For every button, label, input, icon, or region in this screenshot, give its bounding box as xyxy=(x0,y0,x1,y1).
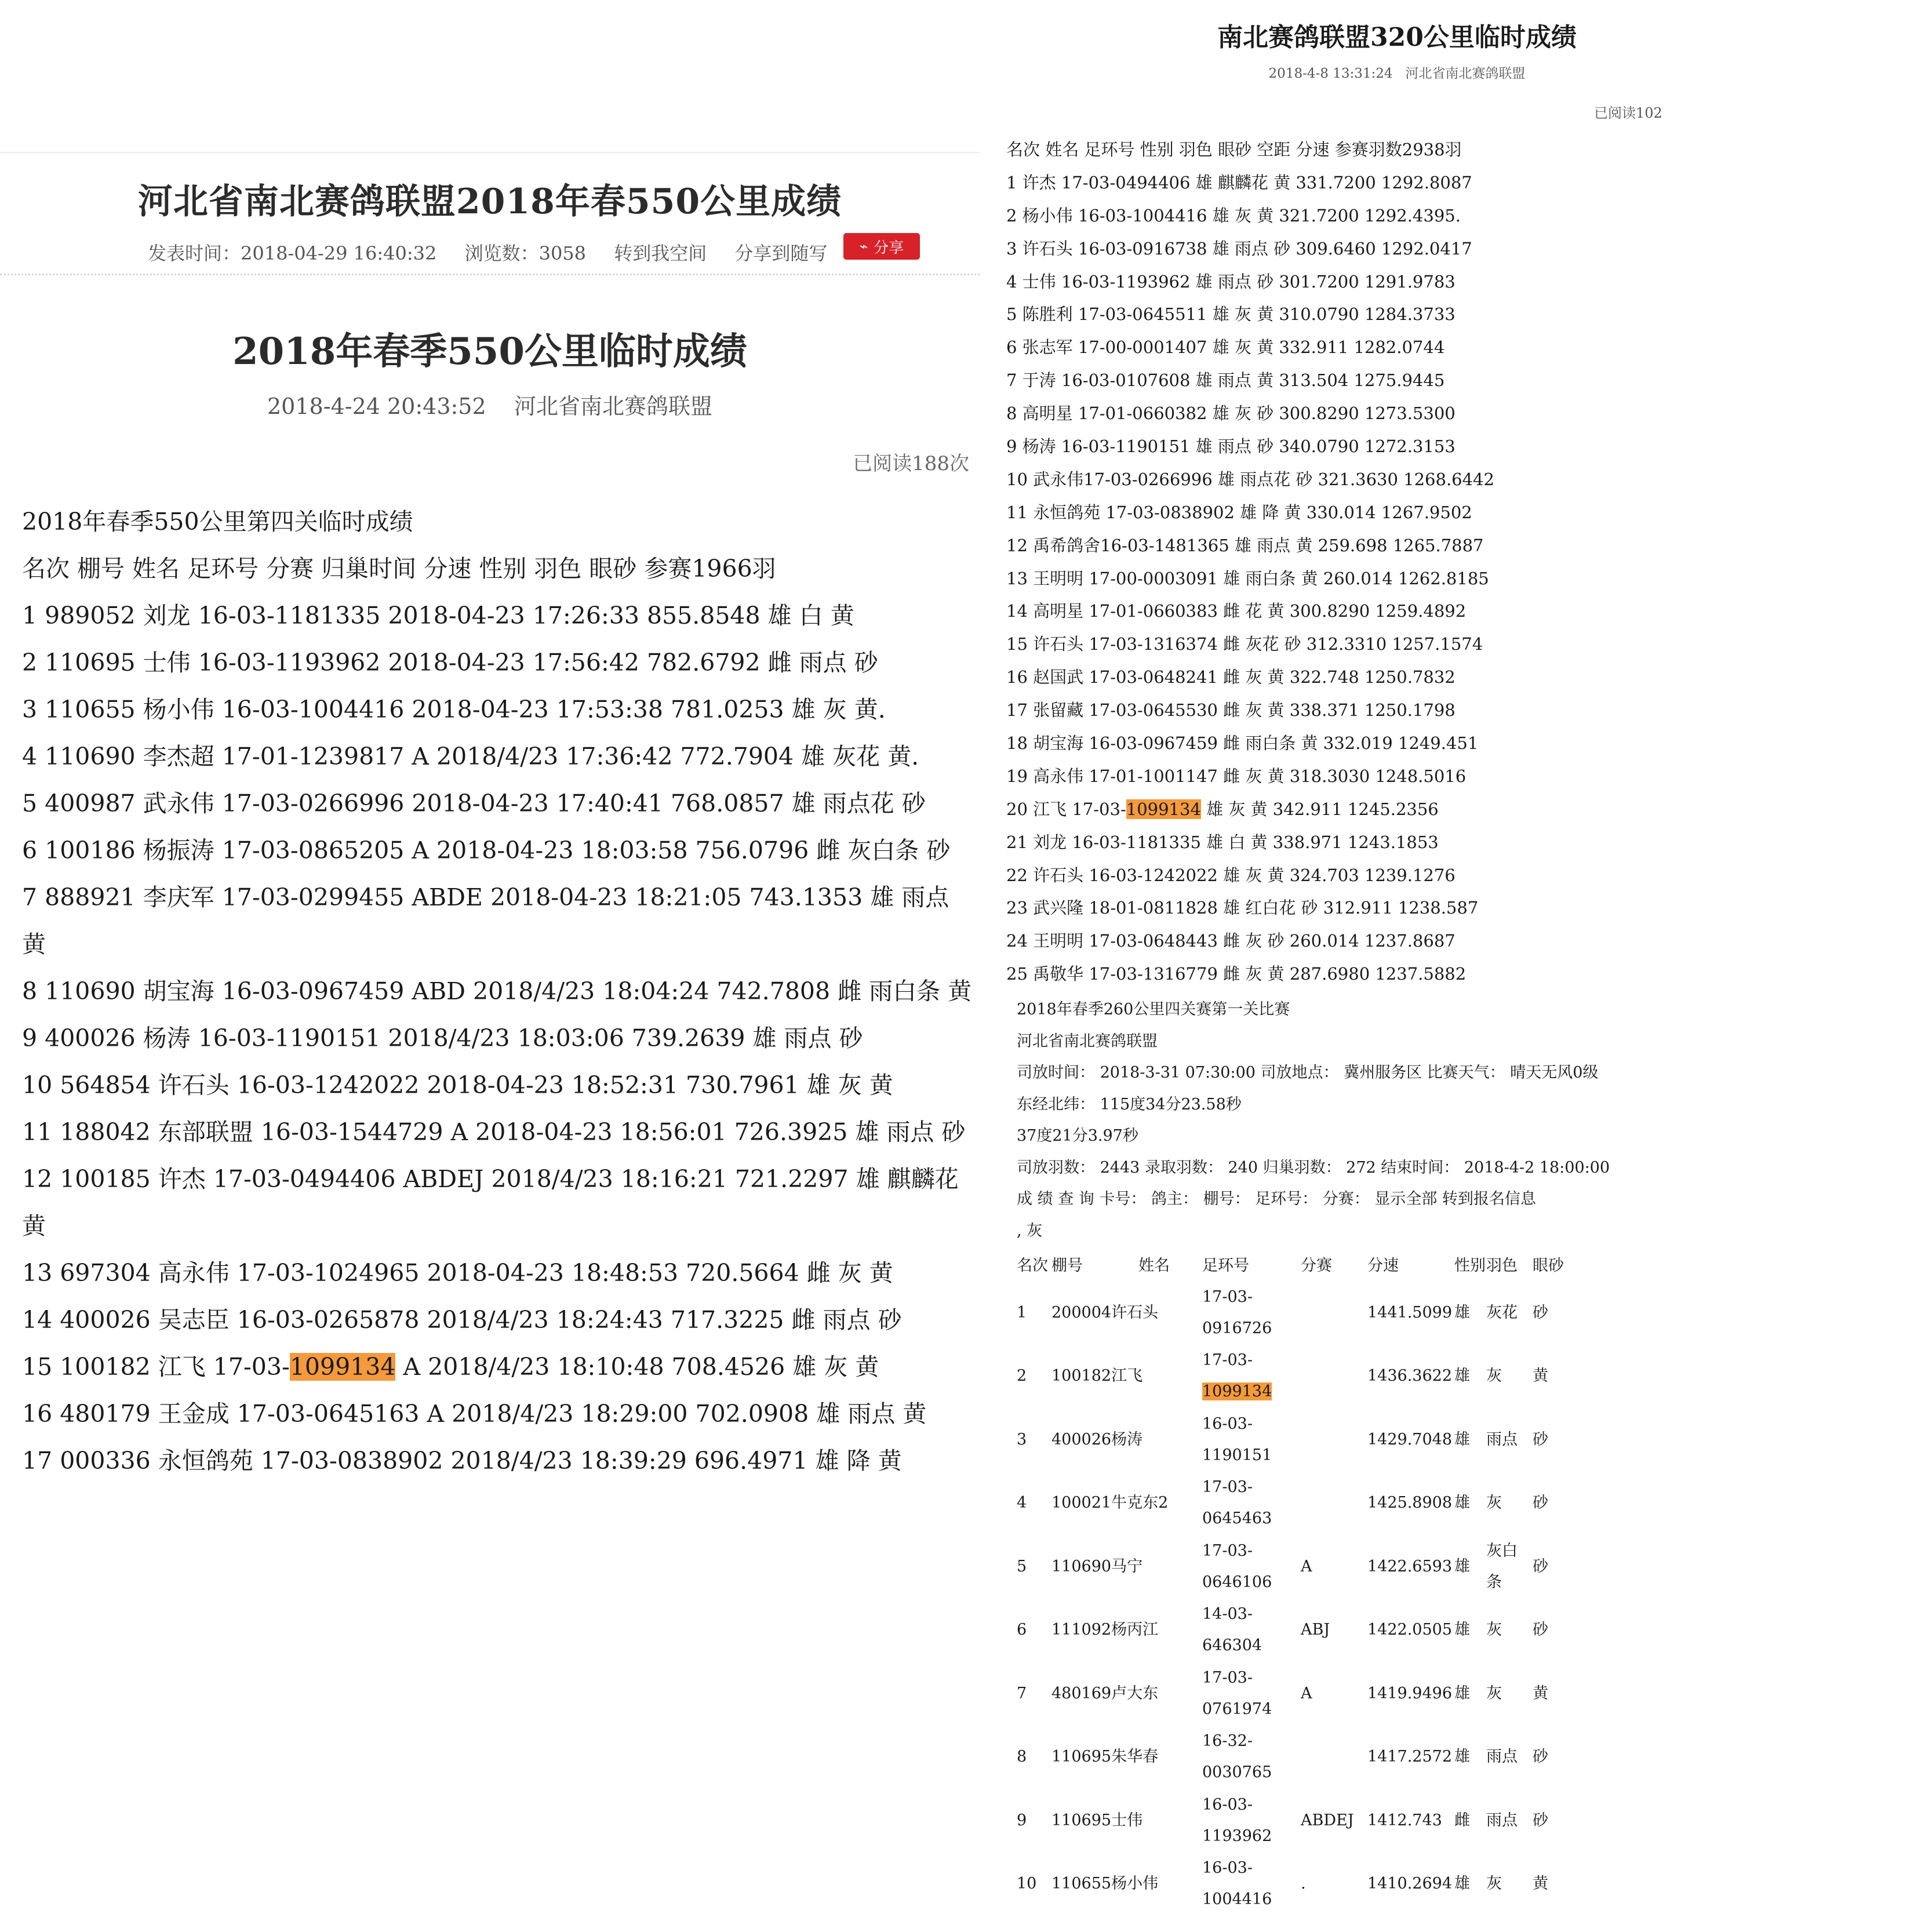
result-line: 6 张志军 17-00-0001407 雄 灰 黄 332.911 1282.0744 xyxy=(1006,337,1445,358)
result-line: 15 许石头 17-03-1316374 雌 灰花 砂 312.3310 1257.1574 xyxy=(1006,634,1483,654)
ring-number: 1004416 xyxy=(1202,1890,1272,1909)
cell-division: ABJ xyxy=(1301,1621,1330,1639)
col-eye: 眼砂 xyxy=(1533,1256,1564,1275)
result-line: 13 王明明 17-00-0003091 雄 雨白条 黄 260.014 1262.8185 xyxy=(1006,568,1489,588)
result-line: 16 赵国武 17-03-0648241 雌 灰 黄 322.748 1250.7832 xyxy=(1006,667,1456,687)
table-row xyxy=(1017,1345,1567,1409)
result-line: 10 564854 许石头 16-03-1242022 2018-04-23 18:52:31 730.7961 雄 灰 黄 xyxy=(22,1071,893,1099)
cell-sex: 雌 xyxy=(1454,1811,1470,1829)
result-line: 24 王明明 17-03-0648443 雌 灰 砂 260.014 1237.8687 xyxy=(1006,931,1456,951)
cell-ring xyxy=(1202,1662,1301,1726)
result-line: 13 697304 高永伟 17-03-1024965 2018-04-23 18:48:53 720.5664 雌 灰 黄 xyxy=(22,1259,893,1287)
cell-color: 灰 xyxy=(1486,1875,1502,1893)
cell-eye: 砂 xyxy=(1533,1303,1548,1322)
result-line: 18 胡宝海 16-03-0967459 雌 雨白条 黄 332.019 1249.451 xyxy=(1006,733,1479,754)
cell-sex: 雄 xyxy=(1454,1430,1470,1449)
read-count: 已阅读102 xyxy=(1594,105,1662,121)
table-row xyxy=(1017,1599,1567,1662)
cell-division xyxy=(1301,1726,1367,1789)
cell-color: 灰花 xyxy=(1486,1303,1518,1322)
cell-eye: 砂 xyxy=(1533,1748,1548,1766)
cell-ring xyxy=(1202,1281,1301,1345)
ring-number: 0761974 xyxy=(1202,1700,1272,1718)
cell-eye: 黄 xyxy=(1533,1684,1548,1702)
divider xyxy=(0,274,980,275)
cell-speed: 1419.9496 xyxy=(1367,1684,1453,1702)
cell-eye: 砂 xyxy=(1533,1621,1548,1639)
result-line: 8 高明星 17-01-0660382 雄 灰 砂 300.8290 1273.5300 xyxy=(1006,403,1456,424)
result-line xyxy=(22,1344,973,1391)
cell-rank: 6 xyxy=(1017,1621,1027,1639)
cell-color: 灰 xyxy=(1486,1684,1502,1702)
article-meta: 2018-4-8 13:31:24 河北省南北赛鸽联盟 xyxy=(1268,66,1526,81)
line-text: A 2018/4/23 18:10:48 708.4526 雄 灰 黄 xyxy=(395,1353,879,1381)
col-sex: 性别 xyxy=(1454,1256,1486,1275)
ring-prefix: 17-03- xyxy=(1202,1668,1253,1687)
result-line: 7 于涛 16-03-0107608 雄 雨点 黄 313.504 1275.9445 xyxy=(1006,370,1445,391)
cell-speed: 1429.7048 xyxy=(1367,1430,1453,1449)
result-line: 12 100185 许杰 17-03-0494406 ABDEJ 2018/4/23 18:16:21 721.2297 雄 麒麟花 xyxy=(22,1165,959,1193)
highlighted-ring-number: 1099134 xyxy=(289,1353,396,1381)
wifi-share-icon: ⌁ xyxy=(859,238,868,254)
ring-number: 0645463 xyxy=(1202,1509,1272,1528)
line-text: 15 100182 江飞 17-03- xyxy=(22,1353,290,1381)
publish-time: 发表时间：2018-04-29 16:40:32 xyxy=(148,242,437,264)
cell-division: A xyxy=(1301,1557,1312,1576)
result-line: 11 188042 东部联盟 16-03-1544729 A 2018-04-23 18:56:01 726.3925 雄 雨点 砂 xyxy=(22,1118,966,1146)
ring-prefix: 16-03- xyxy=(1202,1859,1253,1878)
result-line: 名次 棚号 姓名 足环号 分赛 归巢时间 分速 性别 羽色 眼砂 参赛1966羽 xyxy=(22,555,776,583)
ring-number: 1099134 xyxy=(1202,1382,1272,1401)
share-button-label: 分享 xyxy=(874,239,904,257)
table-row xyxy=(1017,1408,1567,1472)
divider xyxy=(0,152,980,153)
col-color: 羽色 xyxy=(1486,1256,1518,1275)
ring-prefix: 14-03- xyxy=(1202,1605,1253,1624)
ring-number: 1190151 xyxy=(1202,1446,1272,1464)
ring-prefix: 17-03- xyxy=(1202,1478,1253,1497)
result-line: 9 400026 杨涛 16-03-1190151 2018/4/23 18:03:06 739.2639 雄 雨点 砂 xyxy=(22,1024,863,1052)
cell-sex: 雄 xyxy=(1454,1748,1470,1766)
cell-ring xyxy=(1202,1726,1301,1789)
ring-prefix: 17-03- xyxy=(1202,1351,1253,1370)
cell-sex: 雄 xyxy=(1454,1684,1470,1702)
cell-rank: 7 xyxy=(1017,1684,1027,1702)
view-count: 浏览数：3058 xyxy=(464,242,587,264)
cell-eye: 砂 xyxy=(1533,1811,1548,1829)
table-row xyxy=(1017,1535,1567,1599)
cell-eye: 砂 xyxy=(1533,1430,1548,1449)
cell-loft-name: 400026杨涛 xyxy=(1051,1430,1143,1449)
results-list xyxy=(22,499,973,1485)
cell-loft-name: 100021牛克东2 xyxy=(1051,1494,1169,1512)
line-text: 20 江飞 17-03- xyxy=(1006,799,1126,819)
result-line: 11 永恒鸽苑 17-03-0838902 雄 降 黄 330.014 1267.9502 xyxy=(1006,502,1472,522)
right-article xyxy=(985,0,1932,1932)
result-line: 3 许石头 16-03-0916738 雄 雨点 砂 309.6460 1292.0417 xyxy=(1006,238,1472,259)
cell-ring xyxy=(1202,1853,1301,1916)
ring-number: 646304 xyxy=(1202,1636,1262,1655)
cell-sex: 雄 xyxy=(1454,1303,1470,1322)
cell-color: 雨点 xyxy=(1486,1811,1518,1829)
table-row xyxy=(1017,1789,1567,1853)
result-line: 黄 xyxy=(22,1212,46,1240)
cell-speed: 1412.743 xyxy=(1367,1811,1442,1829)
col-speed: 分速 xyxy=(1367,1256,1399,1275)
cell-sex: 雄 xyxy=(1454,1367,1470,1385)
cell-loft-name: 480169卢大东 xyxy=(1051,1684,1159,1702)
cell-division xyxy=(1301,1281,1367,1345)
ring-prefix: 17-03- xyxy=(1202,1541,1253,1560)
cell-eye: 黄 xyxy=(1533,1367,1548,1385)
col-ring: 足环号 xyxy=(1202,1256,1249,1275)
ring-number: 0916726 xyxy=(1202,1319,1272,1337)
cell-speed: 1417.2572 xyxy=(1367,1748,1453,1766)
cell-loft-name: 110655杨小伟 xyxy=(1051,1875,1159,1893)
result-line: 东经北纬： 115度34分23.58秒 xyxy=(1017,1095,1242,1114)
result-line: 7 888921 李庆军 17-03-0299455 ABDE 2018-04-23 18:21:05 743.1353 雄 雨点 xyxy=(22,883,949,911)
cell-ring xyxy=(1202,1599,1301,1662)
cell-speed: 1422.0505 xyxy=(1367,1621,1453,1639)
cell-rank: 3 xyxy=(1017,1430,1027,1449)
article-meta xyxy=(148,239,849,265)
result-line: 8 110690 胡宝海 16-03-0967459 ABD 2018/4/23 18:04:24 742.7808 雌 雨白条 黄 xyxy=(22,977,972,1005)
cell-speed: 1425.8908 xyxy=(1367,1494,1453,1512)
result-line: 2018年春季550公里第四关临时成绩 xyxy=(22,508,413,536)
col-division: 分赛 xyxy=(1301,1256,1332,1275)
result-line: 1 989052 刘龙 16-03-1181335 2018-04-23 17:26:33 855.8548 雄 白 黄 xyxy=(22,602,854,630)
table-header-row xyxy=(1017,1246,1567,1281)
cell-ring xyxy=(1202,1345,1301,1409)
cell-eye: 砂 xyxy=(1533,1557,1548,1576)
result-line: 2018年春季260公里四关赛第一关比赛 xyxy=(1017,1000,1290,1018)
share-to-note-link[interactable]: 分享到随写 xyxy=(734,242,828,264)
result-line: , 灰 xyxy=(1017,1221,1043,1240)
result-line: 14 高明星 17-01-0660383 雌 花 黄 300.8290 1259.4892 xyxy=(1006,601,1467,621)
ring-prefix: 17-03- xyxy=(1202,1287,1253,1306)
cell-loft-name: 110690马宁 xyxy=(1051,1557,1143,1576)
cell-loft-name: 110695朱华春 xyxy=(1051,1748,1159,1766)
cell-division: . xyxy=(1301,1875,1306,1893)
cell-division: ABDEJ xyxy=(1301,1811,1354,1829)
cell-rank: 9 xyxy=(1017,1811,1027,1829)
cell-color: 灰 xyxy=(1486,1367,1502,1385)
result-line: 名次 姓名 足环号 性别 羽色 眼砂 空距 分速 参赛羽数2938羽 xyxy=(1006,140,1462,159)
result-line: 司放时间： 2018-3-31 07:30:00 司放地点： 冀州服务区 比赛天气： 晴天无风0级 xyxy=(1017,1064,1599,1082)
result-line: 5 陈胜利 17-03-0645511 雄 灰 黄 310.0790 1284.3733 xyxy=(1006,304,1456,325)
result-line: 12 禹希鸽舍16-03-1481365 雄 雨点 黄 259.698 1265.7887 xyxy=(1006,535,1484,555)
cell-sex: 雄 xyxy=(1454,1875,1470,1893)
results-list xyxy=(1006,133,1922,991)
col-rank: 名次 xyxy=(1017,1256,1048,1275)
cell-speed: 1410.2694 xyxy=(1367,1875,1453,1893)
result-line: 2 110695 士伟 16-03-1193962 2018-04-23 17:56:42 782.6792 雌 雨点 砂 xyxy=(22,649,878,676)
result-line xyxy=(1006,793,1922,826)
result-line: 14 400026 吴志臣 16-03-0265878 2018/4/23 18:24:43 717.3225 雌 雨点 砂 xyxy=(22,1306,902,1334)
cell-loft-name: 110695士伟 xyxy=(1051,1811,1143,1829)
result-line: 17 000336 永恒鸽苑 17-03-0838902 2018/4/23 18:39:29 696.4971 雄 降 黄 xyxy=(22,1447,902,1475)
result-line: 10 武永伟17-03-0266996 雄 雨点花 砂 321.3630 1268.6442 xyxy=(1006,469,1494,489)
cell-color: 灰白条 xyxy=(1486,1541,1518,1591)
result-line: 成 绩 查 询 卡号： 鸽主： 棚号： 足环号： 分赛： 显示全部 转到报名信息 xyxy=(1017,1190,1536,1208)
cell-sex: 雄 xyxy=(1454,1494,1470,1512)
cell-speed: 1422.6593 xyxy=(1367,1557,1453,1576)
ring-prefix: 16-03- xyxy=(1202,1414,1253,1433)
result-line: 23 武兴隆 18-01-0811828 雄 红白花 砂 312.911 1238.587 xyxy=(1006,898,1479,918)
result-line: 3 110655 杨小伟 16-03-1004416 2018-04-23 17:53:38 781.0253 雄 灰 黄. xyxy=(22,696,886,723)
cell-ring xyxy=(1202,1535,1301,1599)
cell-loft-name: 111092杨丙江 xyxy=(1051,1621,1159,1639)
result-line: 4 110690 李杰超 17-01-1239817 A 2018/4/23 17:36:42 772.7904 雄 灰花 黄. xyxy=(22,743,919,770)
ring-prefix: 16-32- xyxy=(1202,1732,1253,1751)
cell-sex: 雄 xyxy=(1454,1557,1470,1576)
cell-division xyxy=(1301,1408,1367,1472)
table-row xyxy=(1017,1726,1567,1789)
cell-division xyxy=(1301,1345,1367,1409)
cell-rank: 2 xyxy=(1017,1367,1027,1385)
highlighted-ring-number: 1099134 xyxy=(1126,799,1201,819)
article-title: 南北赛鸽联盟320公里临时成绩 xyxy=(1217,23,1577,52)
result-line: 5 400987 武永伟 17-03-0266996 2018-04-23 17:40:41 768.0857 雄 雨点花 砂 xyxy=(22,789,926,817)
result-line: 25 禹敬华 17-03-1316779 雌 灰 黄 287.6980 1237.5882 xyxy=(1006,964,1467,984)
ring-number: 1193962 xyxy=(1202,1827,1272,1845)
result-line: 1 许杰 17-03-0494406 雄 麒麟花 黄 331.7200 1292.8087 xyxy=(1006,172,1472,192)
result-line: 6 100186 杨振涛 17-03-0865205 A 2018-04-23 18:03:58 756.0796 雌 灰白条 砂 xyxy=(22,836,951,864)
cell-color: 雨点 xyxy=(1486,1748,1518,1766)
result-line: 17 张留藏 17-03-0645530 雌 灰 黄 338.371 1250.1798 xyxy=(1006,700,1456,721)
cell-division: A xyxy=(1301,1684,1312,1702)
cell-ring xyxy=(1202,1472,1301,1536)
results-meta: 2018-4-24 20:43:52 河北省南北赛鸽联盟 xyxy=(267,394,712,419)
result-line: 河北省南北赛鸽联盟 xyxy=(1017,1032,1158,1050)
race-info xyxy=(1017,994,1921,1247)
ring-number: 0030765 xyxy=(1202,1763,1272,1782)
results-title: 2018年春季550公里临时成绩 xyxy=(232,330,747,373)
cell-rank: 4 xyxy=(1017,1494,1027,1512)
cell-eye: 砂 xyxy=(1533,1494,1548,1512)
table-row xyxy=(1017,1472,1567,1536)
read-count: 已阅读188次 xyxy=(853,452,969,475)
ring-prefix: 16-03- xyxy=(1202,1795,1253,1814)
ring-number: 0646106 xyxy=(1202,1573,1272,1591)
result-line: 黄 xyxy=(22,930,46,958)
article-title: 河北省南北赛鸽联盟2018年春550公里成绩 xyxy=(137,181,842,222)
result-line: 9 杨涛 16-03-1190151 雄 雨点 砂 340.0790 1272.3153 xyxy=(1006,436,1456,457)
cell-color: 灰 xyxy=(1486,1621,1502,1639)
col-loft: 棚号 xyxy=(1051,1256,1083,1275)
cell-color: 灰 xyxy=(1486,1494,1502,1512)
result-line: 22 许石头 16-03-1242022 雄 灰 黄 324.703 1239.1276 xyxy=(1006,865,1456,885)
cell-eye: 黄 xyxy=(1533,1875,1548,1893)
line-text: 雄 灰 黄 342.911 1245.2356 xyxy=(1200,799,1439,819)
cell-rank: 1 xyxy=(1017,1303,1027,1322)
col-name: 姓名 xyxy=(1138,1256,1170,1275)
result-line: 16 480179 王金成 17-03-0645163 A 2018/4/23 18:29:00 702.0908 雄 雨点 黄 xyxy=(22,1400,927,1428)
result-line: 19 高永伟 17-01-1001147 雌 灰 黄 318.3030 1248.5016 xyxy=(1006,766,1467,786)
table-row xyxy=(1017,1281,1567,1345)
result-line: 21 刘龙 16-03-1181335 雄 白 黄 338.971 1243.1853 xyxy=(1006,832,1439,852)
table-row xyxy=(1017,1662,1567,1726)
table-row xyxy=(1017,1853,1567,1916)
cell-rank: 8 xyxy=(1017,1748,1027,1766)
cell-speed: 1436.3622 xyxy=(1367,1367,1453,1385)
share-button[interactable] xyxy=(843,233,920,260)
cell-ring xyxy=(1202,1408,1301,1472)
cell-speed: 1441.5099 xyxy=(1367,1303,1453,1322)
results-table xyxy=(1017,1246,1567,1916)
result-line: 37度21分3.97秒 xyxy=(1017,1127,1138,1145)
cell-rank: 5 xyxy=(1017,1557,1027,1576)
cell-sex: 雄 xyxy=(1454,1621,1470,1639)
result-line: 2 杨小伟 16-03-1004416 雄 灰 黄 321.7200 1292.4395. xyxy=(1006,205,1461,225)
cell-color: 雨点 xyxy=(1486,1430,1518,1449)
cell-ring xyxy=(1202,1789,1301,1853)
cell-division xyxy=(1301,1472,1367,1536)
result-line: 4 士伟 16-03-1193962 雄 雨点 砂 301.7200 1291.9783 xyxy=(1006,271,1456,292)
cell-loft-name: 200004许石头 xyxy=(1051,1303,1159,1322)
result-line: 司放羽数： 2443 录取羽数： 240 归巢羽数： 272 结束时间： 2018-4-2 18:00:00 xyxy=(1017,1158,1610,1177)
cell-rank: 10 xyxy=(1017,1875,1037,1893)
cell-loft-name: 100182江飞 xyxy=(1051,1367,1143,1385)
forward-to-space-link[interactable]: 转到我空间 xyxy=(614,242,707,264)
